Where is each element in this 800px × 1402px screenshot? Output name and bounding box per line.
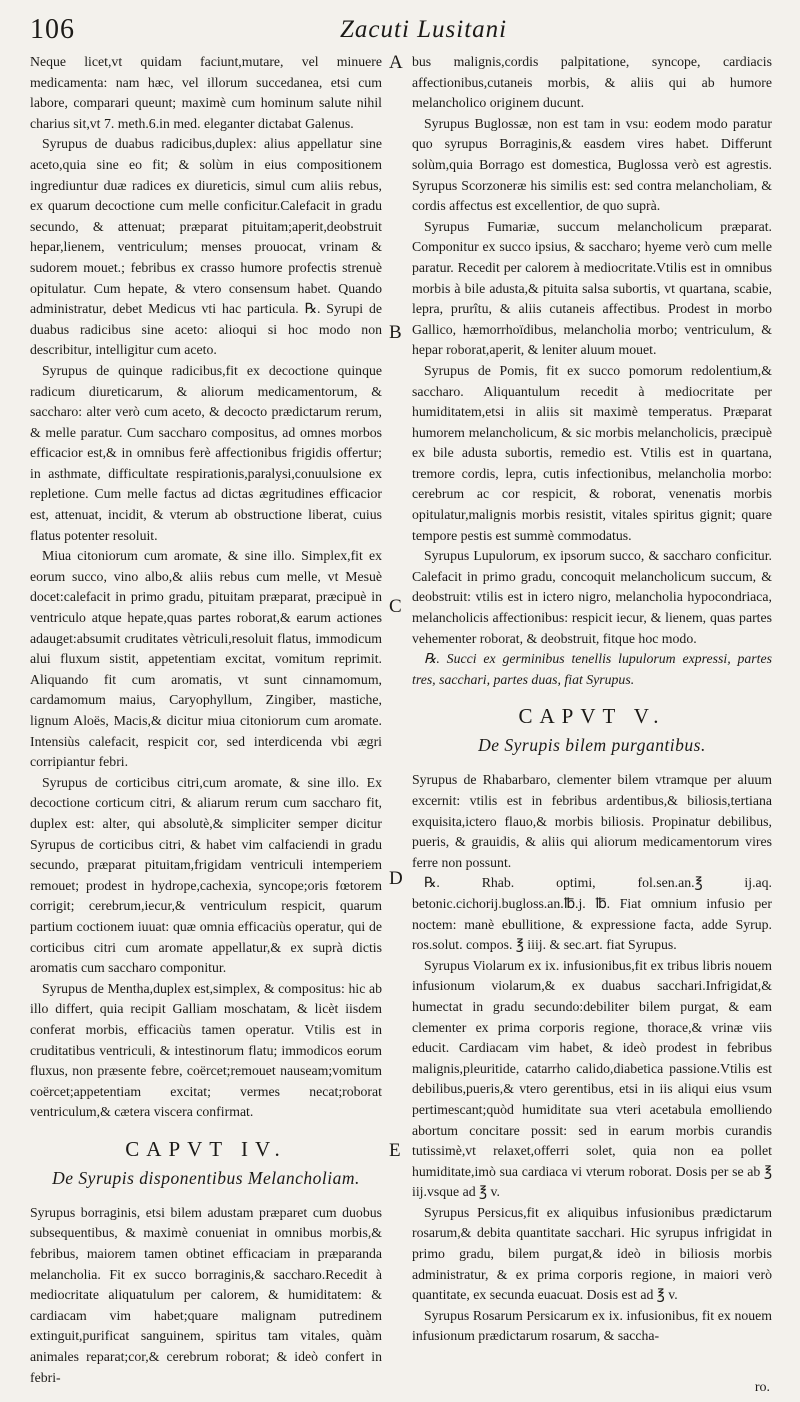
chapter-paragraph: Syrupus de Rhabarbaro, clementer bilem vtramque per aluum excernit: vtilis est in febribus ardentibus,& biliosis,tertiana exquisita,ictero flauo,& morbis biliosis. Propinatur debilibus, pueris, & grauidis, & aliis qui aliorum medicamentorum vires ferre non possunt.	[412, 772, 772, 870]
margin-letter: B	[389, 322, 402, 343]
recipe-paragraph: ℞. Rhab. optimi, fol.sen.an.℥ ij.aq. betonic.cichorij.bugloss.an.℔.j. ℔. Fiat omnium infusio per noctem: manè ebullitione, & expressione facta, adde Syrup. ros.solut. compos. ℥ iiij. & sec.art. fiat Syrupus.	[412, 875, 772, 953]
paragraph: Syrupus de Mentha,duplex est,simplex, & compositus: hic ab illo differt, quia recipit Galliam moschatam, & licèt iisdem conferat morbis, efficaciùs tamen operatur. Vtilis est in cruditatibus ventriculi, & intestinorum flatu; immodicos eorum fluxus, non præsente febre, coërcet;remouet nauseam;vomitum coërcet;appetentiam excitat; vermes necat;roborat ventriculum,& cætera viscera confirmat.	[30, 980, 382, 1120]
page-number: 106	[30, 14, 75, 45]
paragraph: Syrupus de quinque radicibus,fit ex decoctione quinque radicum diureticarum, & aliorum medicamentorum, & saccharo: alter verò cum aceto, & decocto prædictarum rerum, & melle paratur. Cum saccharo compositus, ad omnes morbos efficacior est,& in omnibus ferè affectionibus frigidis offertur; in asthmate, difficultate respirationis,paralysi,conuulsione ex repletione. Cum melle factus ad dictas ægritudines efficacior est, attenuat, incidit, & vterum ab obstructione liberat, cuius flatus potenter resoluit.	[30, 362, 382, 543]
paragraph: Syrupus Violarum ex ix. infusionibus,fit ex tribus libris nouem infusionum violarum,& ex duabus sacchari.Infrigidat,& humectat in gradu secundo:debiliter bilem purgat, & eam clementer ex prima corporis regione, thorace,& vrinæ viis educit. Cardiacam vim habet, & ideò prodest in febribus malignis,pleuritide, catarrho calido,diabetica passione.Vtilis est debilibus,pueris,& vtero gerentibus, etsi in iis aliqui eius vsum pertimescant;quòd humiditate sua vteri acetabula emolliendo abortum concitare possit: sed in earum morbis curandis tutissimè,vt relaxet,offerri solet, quia non ea pollet humiditate,imò sua cardiaca vi vterum roborat. Dosis per se ab ℥ iij.vsque ad ℥ v.	[412, 957, 772, 1200]
margin-letter: D	[389, 868, 403, 889]
chapter-heading: CAPVT V.	[518, 704, 666, 729]
recipe-paragraph: ℞. Succi ex germinibus tenellis lupulorum expressi, partes tres, sacchari, partes duas, fiat Syrupus.	[412, 651, 772, 687]
paragraph: Syrupus Fumariæ, succum melancholicum præparat. Componitur ex succo ipsius, & saccharo; hyeme verò cum melle paratur. Recedit per calorem à mediocritate.Vtilis est in omnibus morbis à bile adusta,& pituita salsa subortis, vt quartana, scabie, lepra, prurîtu, & aliis cutaneis affectibus. Prodest in morbo Gallico, hæmorrhoïdibus, melancholia morbo; ventriculum, & hepar roborat,aperit, & leniter aluum mouet.	[412, 218, 772, 358]
paragraph: bus malignis,cordis palpitatione, syncope, cardiacis affectionibus,cutaneis morbis, & aliis qui ab humore melancholico originem ducunt.	[412, 54, 772, 111]
paragraph: Syrupus Rosarum Persicarum ex ix. infusionibus, fit ex nouem infusionum prædictarum rosarum, & saccha-	[412, 1307, 772, 1344]
catchword: ro.	[754, 1380, 770, 1395]
paragraph: Syrupus de Pomis, fit ex succo pomorum redolentium,& saccharo. Aliquantulum recedit à mediocritate per humiditatem,etsi in aliis sit maximè temperatus. Præparat humorem melancholicum, & sic morbis melancholicis, præcipuè ex bile adusta subortis, remedio est. Vtilis est in quartana, tremore cordis, lepra, cutis infectionibus, melancholia morbo: cerebrum ac cor respicit, & roborat, venenatis morbis opitulatur,malignis morbis resistit, vitales spiritus gignit; quare tempore pestis est summè commodatus.	[412, 362, 772, 543]
running-title: Zacuti Lusitani	[340, 16, 508, 43]
page-header	[30, 14, 770, 52]
paragraph: Syrupus de corticibus citri,cum aromate, & sine illo. Ex decoctione corticum citri, & aliarum rerum cum saccharo fit, duplex est: alter, qui absolutè,& simpliciter semper dicitur Syrupus de corticibus citri, & habet vim calfaciendi in gradu secundo, præparat pituitam,frigidam ventriculi intemperiem remouet; prodest in hydrope,cachexia, syncope;oris fœtorem corrigit; cerebrum,iecur,& ventriculum respicit, quarum partium coctionem iuuat: quæ omnia efficaciùs operatur, qui de corticibus citri cum aromate appellatur,& ex suprà dictis aromatis cum saccharo componitur.	[30, 774, 382, 976]
margin-letter: E	[389, 1140, 401, 1161]
right-column	[412, 52, 772, 1347]
paragraph: Neque licet,vt quidam faciunt,mutare, vel minuere medicamenta: nam hæc, vel illorum succedanea, etsi cum labore, comparari queunt; maximè cum hominum salute nihil charius sit,vt 7. meth.6.in med. eleganter dictabat Galenus.	[30, 54, 382, 131]
left-column	[30, 52, 382, 1388]
margin-letter: A	[389, 52, 403, 73]
paragraph: Syrupus Buglossæ, non est tam in vsu: eodem modo paratur quo syrupus Borraginis,& easdem vires habet. Differunt solùm,quia Borrago est domestica, Buglossa verò est agrestis. Syrupus Scorzoneræ his similis est: sed contra melancholiam, & cordis affectus est excellentior, de quo suprà.	[412, 115, 772, 214]
chapter-paragraph: Syrupus borraginis, etsi bilem adustam præparet cum duobus subsequentibus, & maximè conueniat in omnibus morbis,& febribus, maiorem tamen obtinet efficaciam in præparanda melancholia. Fit ex succo borraginis,& saccharo.Recedit à mediocritate aliquatulum per calorem, & humiditatem: & cardiacam vim habet;quare malignam putredinem extinguit,purificat sanguinem, spiritus tam vitales, quàm animales reparat;cor,& cerebrum roborat; & ideò confert in febri-	[30, 1204, 382, 1385]
paragraph: Syrupus de duabus radicibus,duplex: alius appellatur sine aceto,quia sine eo fit; & solùm in eius compositionem ingrediuntur duæ radices ex diureticis, simul cum aliis rebus, ex quarum decoctione cum melle conficitur.Calefacit in gradu secundo, & attenuat; præparat pituitam;aperit,deobstruit hepar,lienem, ventriculum; menses prouocat, vrinam & sudorem mouet.; febribus ex crasso humore profectis strenuè opitulatur. Cum hepate, & vtero consensum habet. Quando administratur, debet Medicus vti hac particula. ℞. Syrupi de duabus radicibus sine aceto: alioqui si hoc modo non describitur, intelligitur cum aceto.	[30, 136, 382, 358]
chapter-heading: CAPVT IV.	[125, 1136, 287, 1161]
margin-letter: C	[389, 596, 402, 617]
paragraph: Miua citoniorum cum aromate, & sine illo. Simplex,fit ex eorum succo, vino albo,& aliis rebus cum melle, vt Mesuè docet:calefacit in primo gradu, pituitam præparat, præcipuè in ventriculo atque hepate,quas partes roborat,& earum actiones adauget:absumit cruditates vètriculi,resoluit flatus, immodicum alui fluxum sistit, appetentiam excitat, vomitum reprimit. Aliquando fit cum aromatis, vt sunt cinnamomum, cardamomum maius, Caryophyllum, Zingiber, mastiche, lignum Aloës, Macis,& dicitur miua citoniorum cum aromate. Intensiùs calefacit, respicit cor, sed interdicenda vbi ægri corripiantur febri.	[30, 548, 382, 770]
paragraph: Syrupus Persicus,fit ex aliquibus infusionibus prædictarum rosarum,& debita quantitate sacchari. Hic syrupus infrigidat in primo gradu, bilem purgat,& ideò in biliosis morbis administratur, & ex prima corporis regione, in maiori verò quantitate, ex secunda euacuat. Dosis est ad ℥ v.	[412, 1204, 772, 1303]
chapter-subheading: De Syrupis bilem purgantibus.	[478, 735, 706, 756]
chapter-subheading: De Syrupis disponentibus Melancholiam.	[52, 1167, 360, 1188]
paragraph: Syrupus Lupulorum, ex ipsorum succo, & saccharo conficitur. Calefacit in primo gradu, concoquit melancholicum succum, & deobstruit: vtilis est in ictero nigro, melancholia hypocondriaca, melancholicis affectionibus: respicit iecur, & lienem, quas partes vehementer roborat, & deobstruit, fitque hoc modo.	[412, 548, 772, 646]
